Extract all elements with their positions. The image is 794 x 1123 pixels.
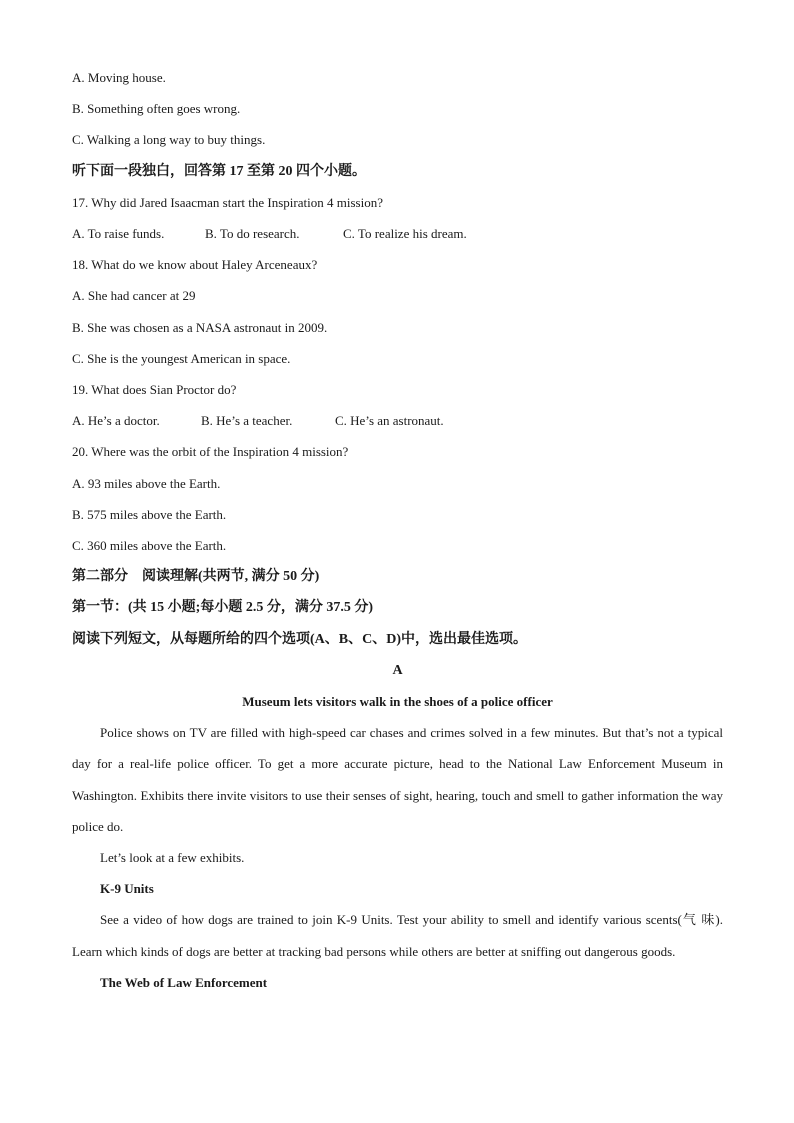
listening-section-instruction: 听下面一段独白，回答第 17 至第 20 四个小题。 — [72, 163, 366, 179]
question-20: 20. Where was the orbit of the Inspiration 4 mission? — [72, 444, 349, 460]
question-20-option-b: B. 575 miles above the Earth. — [72, 506, 227, 522]
question-17-option-b: B. To do research. — [205, 226, 300, 242]
paragraph-3-line: goods. — [641, 943, 676, 959]
question-17: 17. Why did Jared Isaacman start the Inspiration 4 mission? — [72, 194, 383, 210]
option-a-prev: A. Moving house. — [72, 70, 166, 85]
question-19-options — [72, 405, 723, 436]
document-page — [72, 62, 723, 998]
paragraph-3-line: 味). Learn which kinds of dogs are better at tracking bad persons while others are better at sniffing out dangerous — [72, 912, 723, 959]
passage-paragraph-1 — [72, 717, 723, 842]
question-19-option-c: C. He’s an astronaut. — [335, 413, 444, 429]
paragraph-1-line: Museum in Washington. Exhibits there invite visitors to use their senses of sight, hearing, touch and smell to gather — [72, 756, 723, 803]
passage-title: Museum lets visitors walk in the shoes of a police officer — [242, 694, 553, 710]
paragraph-1-line: information the way police do. — [72, 787, 723, 834]
option-c-prev: C. Walking a long way to buy things. — [72, 132, 266, 148]
paragraph-3-line: See a video of how dogs are trained to join K-9 Units. Test your ability to smell and identify various scents(气 — [100, 912, 697, 928]
question-17-option-c: C. To realize his dream. — [343, 226, 467, 242]
question-19-option-a: A. He’s a doctor. — [72, 413, 160, 429]
subheading-web-of-law-enforcement: The Web of Law Enforcement — [100, 974, 268, 990]
question-18-option-a: A. She had cancer at 29 — [72, 288, 196, 304]
question-17-option-a: A. To raise funds. — [72, 226, 165, 242]
reading-instruction: 阅读下列短文，从每题所给的四个选项(A、B、C、D)中，选出最佳选项。 — [72, 631, 527, 647]
option-b-prev: B. Something often goes wrong. — [72, 101, 241, 117]
question-20-option-c: C. 360 miles above the Earth. — [72, 538, 227, 554]
question-18: 18. What do we know about Haley Arceneaux? — [72, 257, 318, 273]
question-18-option-b: B. She was chosen as a NASA astronaut in 2009. — [72, 319, 328, 335]
question-19: 19. What does Sian Proctor do? — [72, 382, 237, 398]
subheading-k9-units: K-9 Units — [100, 881, 154, 897]
question-19-option-b: B. He’s a teacher. — [201, 413, 293, 429]
passage-paragraph-3 — [72, 904, 723, 966]
question-18-option-c: C. She is the youngest American in space. — [72, 350, 291, 366]
passage-letter: A — [392, 662, 403, 678]
question-17-options — [72, 218, 723, 249]
part-two-heading: 第二部分 阅读理解(共两节, 满分 50 分) — [72, 569, 320, 585]
paragraph-1-line: typical day for a real-life police officer. To get a more accurate picture, head to the National Law Enforcement — [72, 725, 723, 772]
section-one-heading: 第一节：(共 15 小题;每小题 2.5 分，满分 37.5 分) — [72, 600, 373, 616]
question-20-option-a: A. 93 miles above the Earth. — [72, 475, 221, 491]
paragraph-1-line: Police shows on TV are filled with high-speed car chases and crimes solved in a few minutes. But that’s not a — [100, 725, 684, 741]
passage-paragraph-2: Let’s look at a few exhibits. — [100, 850, 245, 866]
